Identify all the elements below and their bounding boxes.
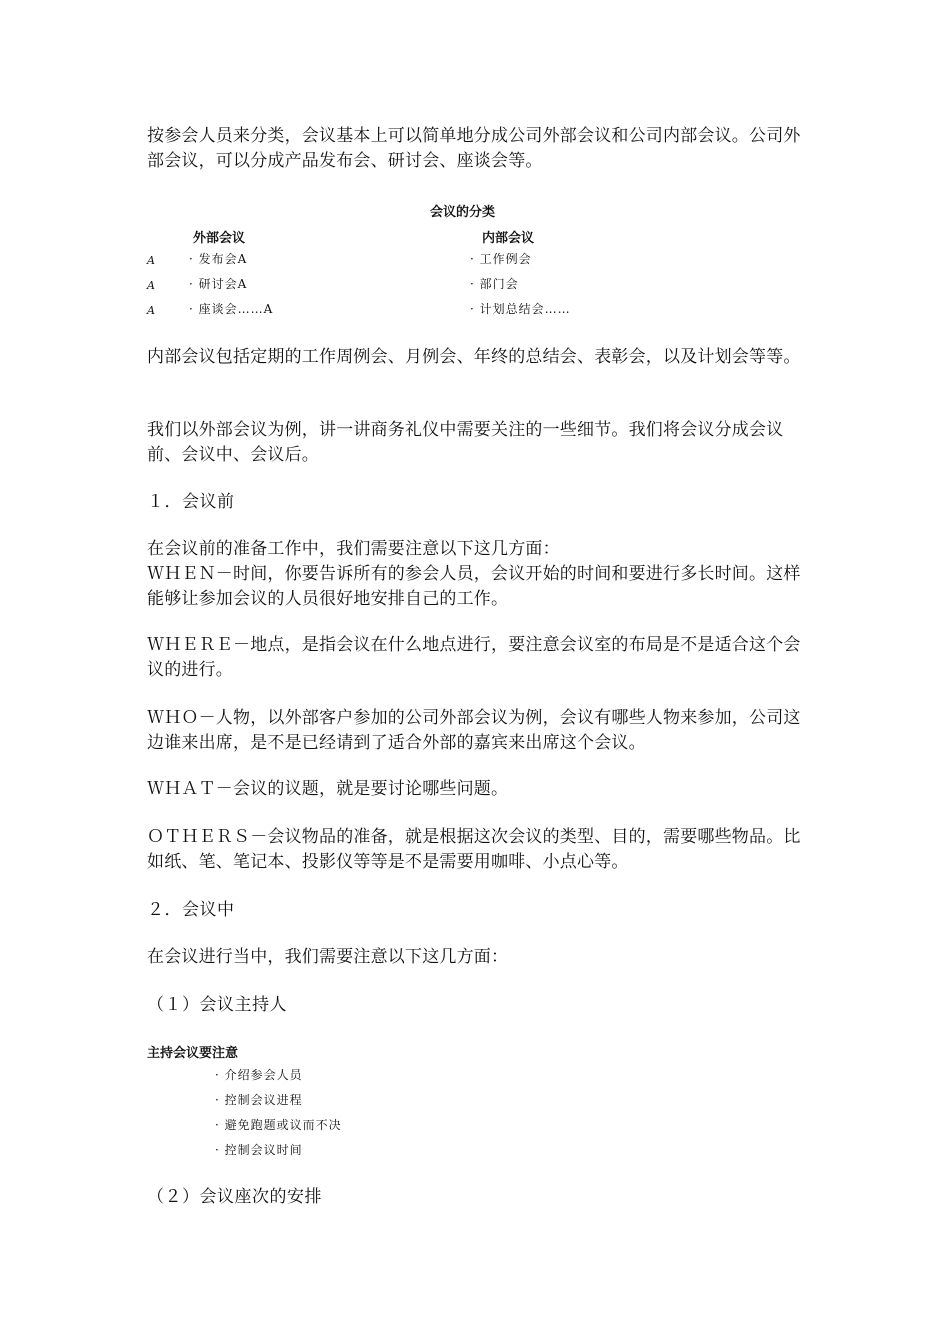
row-marker: A [147, 304, 155, 317]
during-intro: 在会议进行当中，我们需要注意以下这几方面： [147, 947, 509, 967]
row-marker: A [147, 254, 155, 267]
host-note-item: · 控制会议时间 [215, 1143, 303, 1157]
host-note-item: · 避免跑题或议而不决 [215, 1118, 342, 1132]
when-paragraph: ＷＨＥＮ－时间，你要告诉所有的参会人员，会议开始的时间和要进行多长时间。这样能够让参加会议的人员很好地安排自己的工作。 [147, 564, 801, 609]
what-paragraph: ＷＨＡＴ－会议的议题，就是要讨论哪些问题。 [147, 779, 509, 799]
section-heading-during: ２．会议中 [147, 900, 235, 920]
internal-item: · 工作例会 [470, 252, 532, 266]
external-item: · 座谈会……A [189, 302, 274, 316]
others-paragraph: ＯＴＨＥＲＳ－会议物品的准备，就是根据这次会议的类型、目的，需要哪些物品。比如纸、笔、笔记本、投影仪等等是不是需要用咖啡、小点心等。 [147, 827, 801, 872]
intro-paragraph: 按参会人员来分类，会议基本上可以简单地分成公司外部会议和公司内部会议。公司外部会议，可以分成产品发布会、研讨会、座谈会等。 [147, 126, 801, 171]
internal-meetings-paragraph: 内部会议包括定期的工作周例会、月例会、年终的总结会、表彰会，以及计划会等等。 [147, 347, 801, 367]
who-paragraph: ＷＨＯ－人物，以外部客户参加的公司外部会议为例，会议有哪些人物来参加，公司这边谁来出席，是不是已经请到了适合外部的嘉宾来出席这个会议。 [147, 708, 801, 753]
host-note-item: · 介绍参会人员 [215, 1068, 303, 1082]
external-item: · 发布会A [189, 252, 248, 266]
where-paragraph: ＷＨＥＲＥ－地点，是指会议在什么地点进行，要注意会议室的布局是不是适合这个会议的进行。 [147, 635, 801, 680]
host-note-item: · 控制会议进程 [215, 1093, 303, 1107]
host-notes-title: 主持会议要注意 [147, 1046, 239, 1061]
example-paragraph: 我们以外部会议为例，讲一讲商务礼仪中需要关注的一些细节。我们将会议分成会议前、会议中、会议后。 [147, 420, 784, 465]
before-intro: 在会议前的准备工作中，我们需要注意以下这几方面： [147, 539, 560, 559]
row-marker: A [147, 279, 155, 292]
internal-item: · 计划总结会…… [470, 302, 571, 316]
external-item: · 研讨会A [189, 277, 248, 291]
internal-header: 内部会议 [482, 231, 535, 246]
subsection-seating: （２）会议座次的安排 [147, 1187, 322, 1207]
internal-item: · 部门会 [470, 277, 519, 291]
external-header: 外部会议 [193, 231, 246, 246]
table-title: 会议的分类 [430, 205, 496, 220]
section-heading-before: １．会议前 [147, 492, 235, 512]
subsection-host: （１）会议主持人 [147, 995, 287, 1015]
